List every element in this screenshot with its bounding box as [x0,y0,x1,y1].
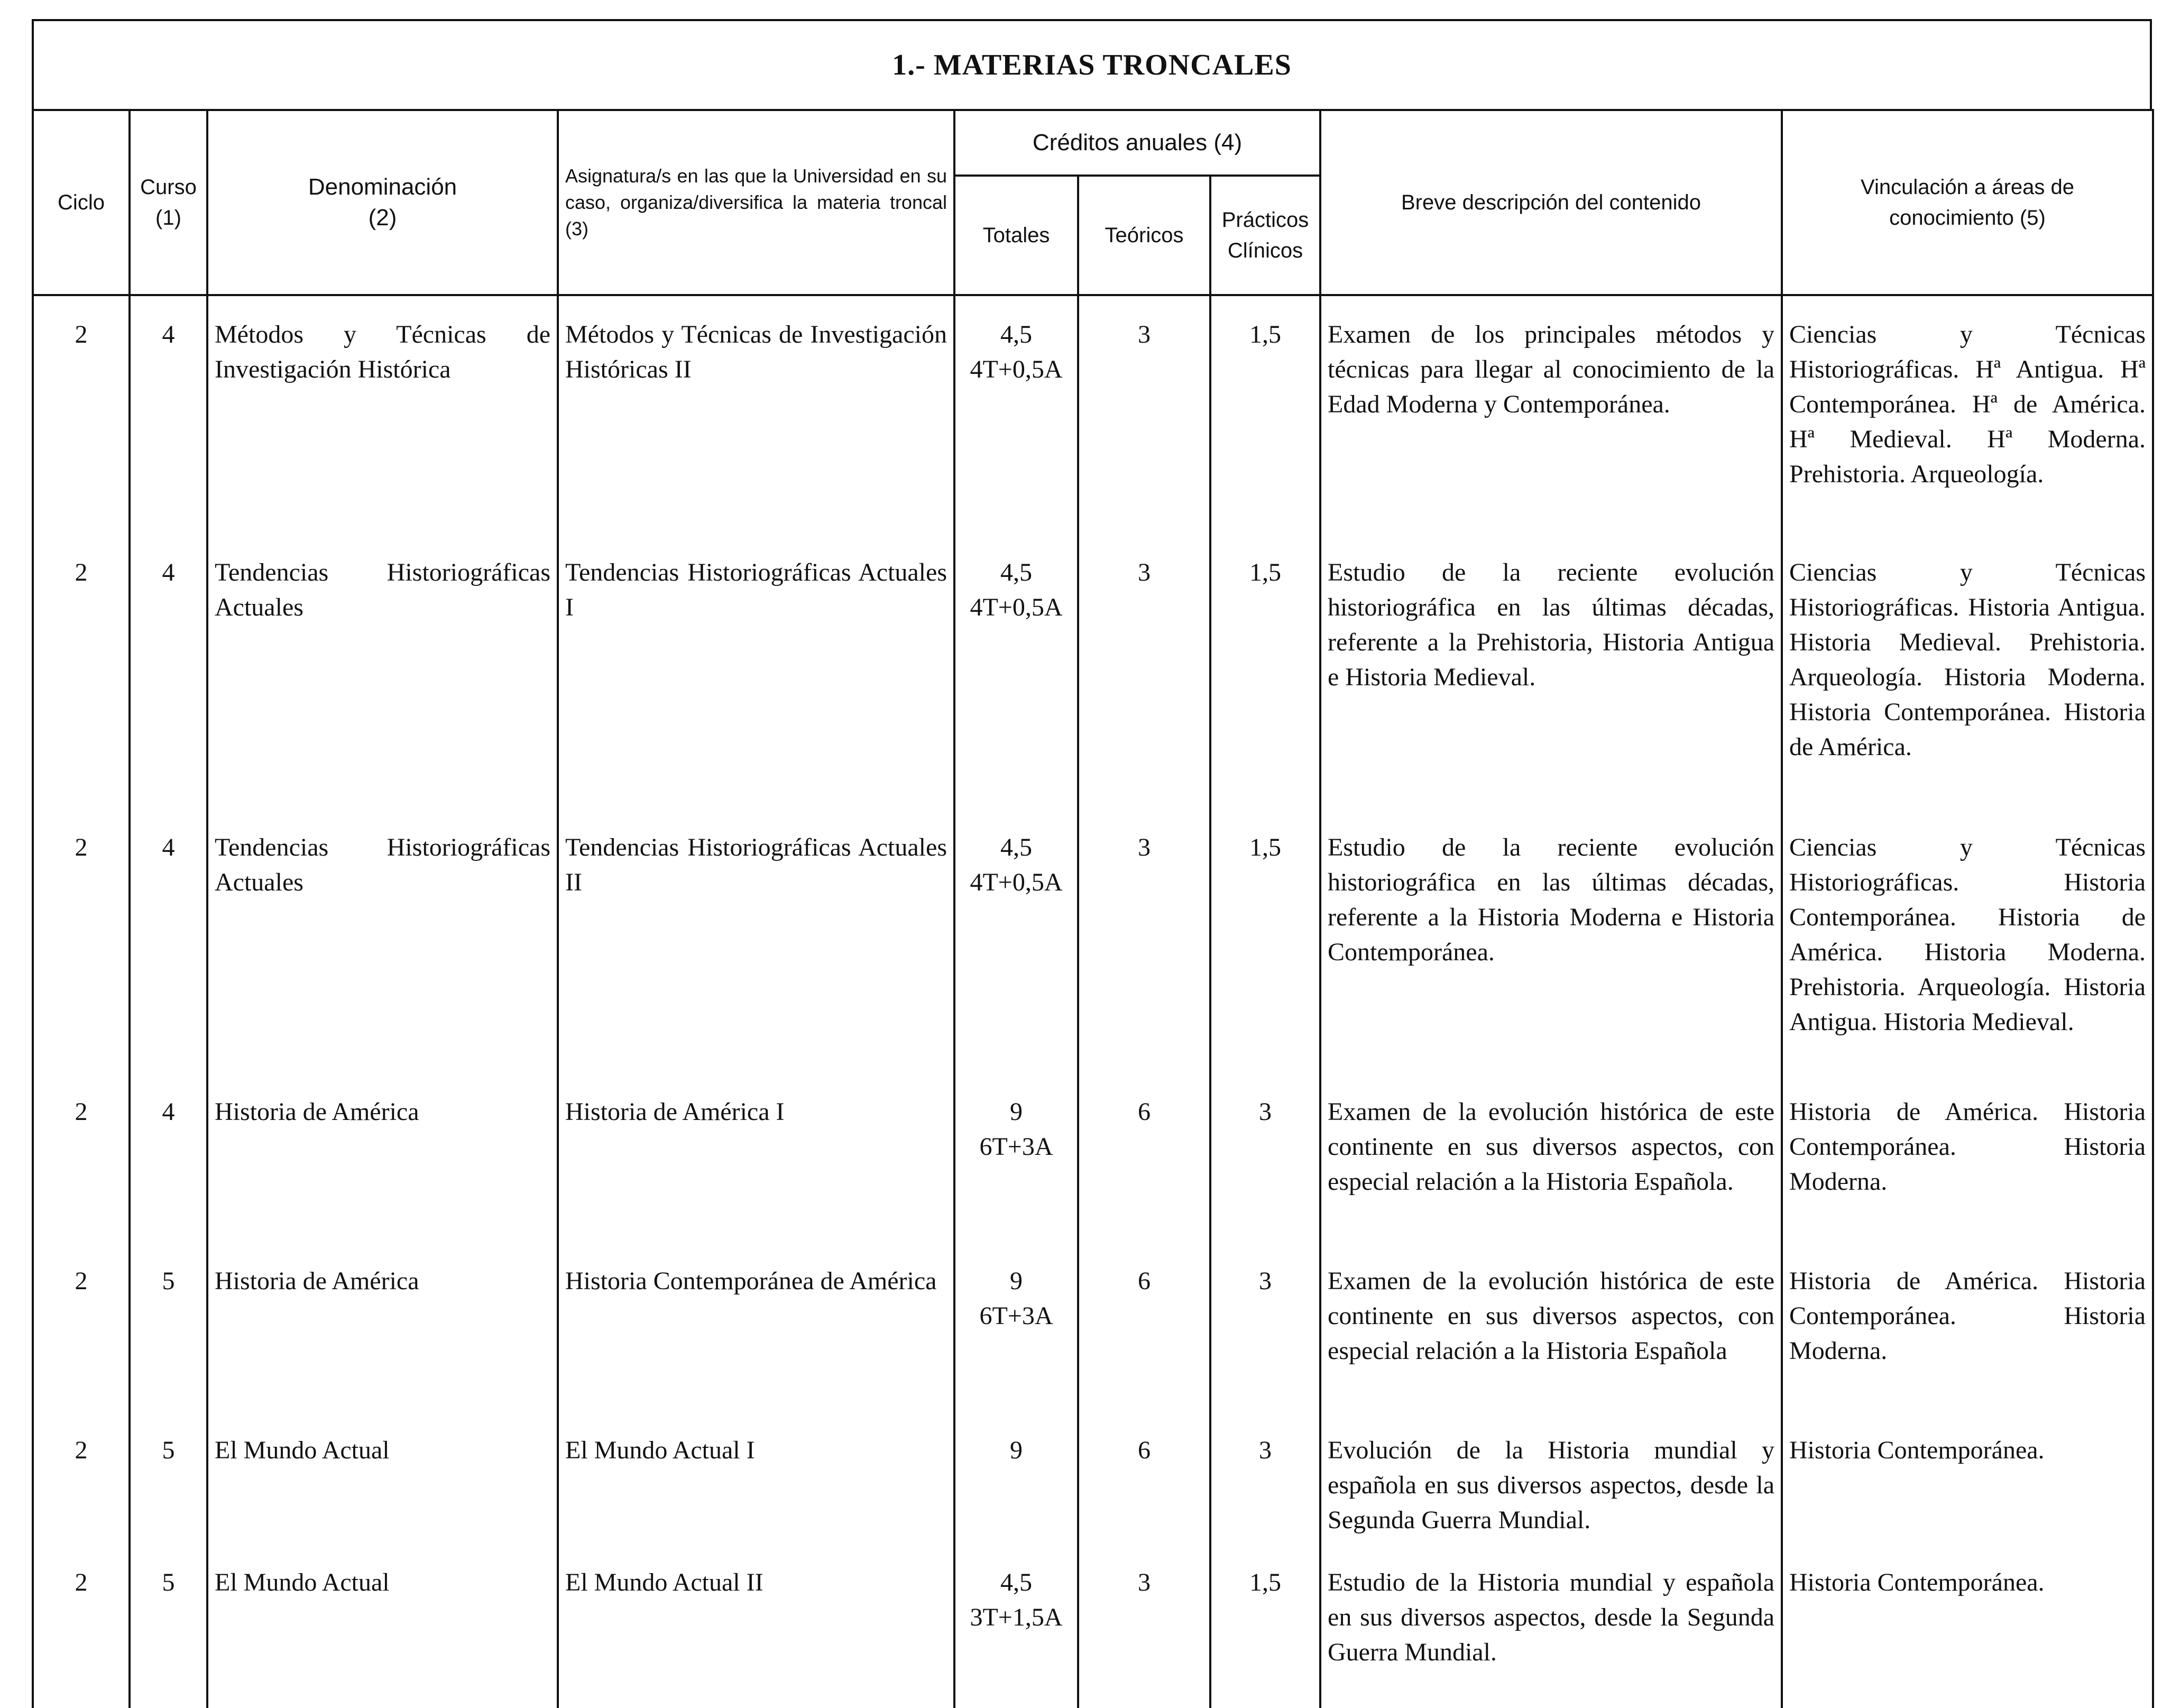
cell-descripcion: Estudio de la reciente evolución historiográfica en las últimas décadas, referente a la Historia Moderna e Historia Contemporánea. [1320,830,1782,1095]
cell-ciclo: 2 [33,1433,130,1565]
cell-ciclo: 2 [33,830,130,1095]
credit-total: 4,5 [1000,833,1032,861]
cell-curso: 4 [130,555,207,830]
cell-curso: 4 [130,317,207,555]
cell-practicos: 1,5 [1210,555,1320,830]
cell-descripcion: Examen de los principales métodos y técnicas para llegar al conocimiento de la Edad Moderna y Contemporánea. [1320,317,1782,555]
cell-practicos: 1,5 [1210,830,1320,1095]
cell-teoricos: 6 [1078,1264,1210,1433]
table-body [33,295,2153,1708]
header-ciclo: Ciclo [33,110,130,295]
page-title: 1.- MATERIAS TRONCALES [32,19,2152,109]
cell-asignatura: Historia de América I [558,1095,954,1264]
credit-breakdown: 4T+0,5A [970,355,1063,383]
cell-vinculacion: Ciencias y Técnicas Historiográficas. Historia Contemporánea. Historia de América. Historia Moderna. Prehistoria. Arqueología. Historia Antigua. Historia Medieval. [1782,830,2153,1095]
cell-practicos: 1,5 [1210,1565,1320,1708]
table-header [33,110,2153,295]
header-vinculacion: Vinculación a áreas de conocimiento (5) [1782,110,2153,295]
header-curso-ref: (1) [155,206,181,229]
cell-ciclo: 2 [33,555,130,830]
cell-curso: 5 [130,1565,207,1708]
credit-breakdown: 6T+3A [979,1302,1053,1330]
cell-descripcion: Examen de la evolución histórica de este continente en sus diversos aspectos, con especial relación a la Historia Española [1320,1264,1782,1433]
header-totales: Totales [954,176,1078,295]
header-descripcion: Breve descripción del contenido [1320,110,1782,295]
cell-descripcion: Examen de la evolución histórica de este continente en sus diversos aspectos, con especial relación a la Historia Española. [1320,1095,1782,1264]
table-row [33,1095,2153,1264]
cell-asignatura: Métodos y Técnicas de Investigación Históricas II [558,317,954,555]
cell-vinculacion: Historia Contemporánea. [1782,1565,2153,1708]
header-asignatura: Asignatura/s en las que la Universidad en su caso, organiza/diversifica la materia troncal (3) [558,110,954,295]
table-row [33,555,2153,830]
cell-practicos: 3 [1210,1264,1320,1433]
cell-denominacion: El Mundo Actual [207,1565,558,1708]
header-curso [130,110,207,295]
cell-practicos: 3 [1210,1433,1320,1565]
credit-total: 9 [1010,1267,1023,1295]
credit-total: 9 [1010,1436,1023,1464]
cell-totales [954,317,1078,555]
cell-vinculacion: Ciencias y Técnicas Historiográficas. Hª Antigua. Hª Contemporánea. Hª de América. Hª Medieval. Hª Moderna. Prehistoria. Arqueología. [1782,317,2153,555]
cell-teoricos: 6 [1078,1095,1210,1264]
table-spacer [33,295,2153,317]
cell-vinculacion: Historia de América. Historia Contemporánea. Historia Moderna. [1782,1095,2153,1264]
cell-practicos: 1,5 [1210,317,1320,555]
cell-denominacion: Tendencias Historiográficas Actuales [207,555,558,830]
credit-breakdown: 4T+0,5A [970,868,1063,896]
cell-vinculacion: Historia Contemporánea. [1782,1433,2153,1565]
cell-teoricos: 3 [1078,1565,1210,1708]
cell-teoricos: 3 [1078,317,1210,555]
cell-denominacion: Historia de América [207,1095,558,1264]
header-creditos: Créditos anuales (4) [954,110,1320,176]
cell-asignatura: El Mundo Actual I [558,1433,954,1565]
cell-asignatura: Historia Contemporánea de América [558,1264,954,1433]
header-denominacion-ref: (2) [368,205,397,231]
credit-breakdown: 6T+3A [979,1133,1053,1161]
cell-curso: 4 [130,830,207,1095]
table-row [33,317,2153,555]
cell-totales [954,1433,1078,1565]
table-row [33,1565,2153,1708]
header-denominacion-label: Denominación [308,174,457,200]
cell-denominacion: El Mundo Actual [207,1433,558,1565]
cell-curso: 4 [130,1095,207,1264]
credit-total: 4,5 [1000,558,1032,586]
header-teoricos: Teóricos [1078,176,1210,295]
cell-asignatura: Tendencias Historiográficas Actuales I [558,555,954,830]
table-row [33,1264,2153,1433]
cell-denominacion: Métodos y Técnicas de Investigación Histórica [207,317,558,555]
table-row [33,1433,2153,1565]
table-row [33,830,2153,1095]
cell-asignatura: Tendencias Historiográficas Actuales II [558,830,954,1095]
credit-total: 4,5 [1000,1568,1032,1596]
cell-curso: 5 [130,1264,207,1433]
cell-teoricos: 3 [1078,830,1210,1095]
cell-totales [954,1565,1078,1708]
credit-breakdown: 4T+0,5A [970,593,1063,621]
cell-totales [954,1264,1078,1433]
cell-asignatura: El Mundo Actual II [558,1565,954,1708]
cell-vinculacion: Ciencias y Técnicas Historiográficas. Historia Antigua. Historia Medieval. Prehistoria. Arqueología. Historia Moderna. Historia Contemporánea. Historia de América. [1782,555,2153,830]
header-curso-label: Curso [140,176,197,199]
cell-descripcion: Estudio de la Historia mundial y española en sus diversos aspectos, desde la Segunda Guerra Mundial. [1320,1565,1782,1708]
cell-totales [954,830,1078,1095]
header-denominacion [207,110,558,295]
credit-breakdown: 3T+1,5A [970,1603,1063,1631]
cell-teoricos: 6 [1078,1433,1210,1565]
cell-vinculacion: Historia de América. Historia Contemporánea. Historia Moderna. [1782,1264,2153,1433]
cell-descripcion: Evolución de la Historia mundial y española en sus diversos aspectos, desde la Segunda Guerra Mundial. [1320,1433,1782,1565]
cell-curso: 5 [130,1433,207,1565]
cell-descripcion: Estudio de la reciente evolución historiográfica en las últimas décadas, referente a la Prehistoria, Historia Antigua e Historia Medieval. [1320,555,1782,830]
cell-ciclo: 2 [33,1264,130,1433]
cell-denominacion: Historia de América [207,1264,558,1433]
document-sheet [32,19,2152,1679]
cell-ciclo: 2 [33,1095,130,1264]
header-practicos: Prácticos Clínicos [1210,176,1320,295]
cell-practicos: 3 [1210,1095,1320,1264]
cell-totales [954,1095,1078,1264]
credit-total: 4,5 [1000,320,1032,348]
cell-teoricos: 3 [1078,555,1210,830]
cell-ciclo: 2 [33,317,130,555]
cell-ciclo: 2 [33,1565,130,1708]
materias-table [32,109,2154,1708]
cell-totales [954,555,1078,830]
credit-total: 9 [1010,1098,1023,1126]
cell-denominacion: Tendencias Historiográficas Actuales [207,830,558,1095]
